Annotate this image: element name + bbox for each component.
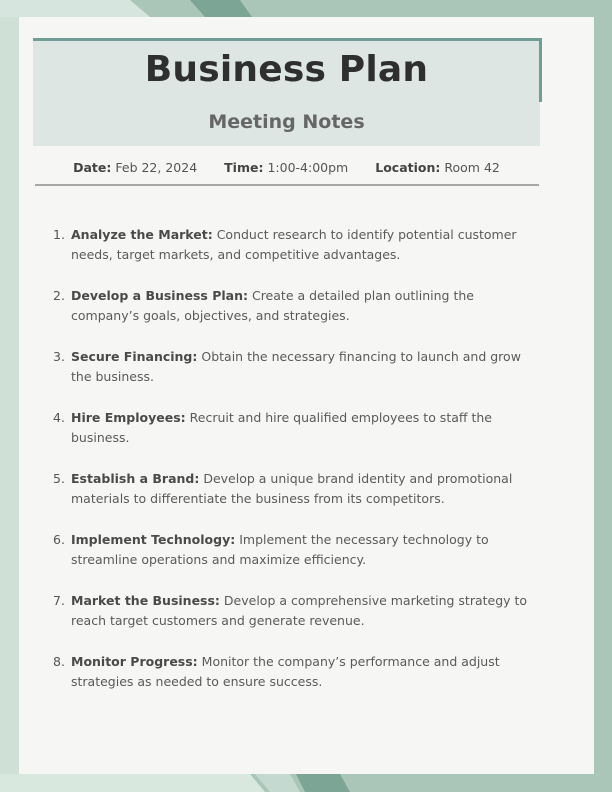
item-heading: Establish a Brand:	[71, 471, 200, 486]
item-number: 7.	[53, 593, 65, 608]
item-number: 2.	[53, 288, 65, 303]
meeting-meta	[35, 160, 538, 175]
item-heading: Hire Employees:	[71, 410, 186, 425]
list-item	[53, 286, 545, 326]
meta-date	[73, 160, 197, 175]
list-item	[53, 347, 545, 387]
item-text: Develop a unique brand identity and promotional materials to differentiate the business from its competitors.	[71, 471, 513, 506]
meta-time-label: Time:	[224, 160, 264, 175]
item-heading: Market the Business:	[71, 593, 220, 608]
item-number: 4.	[53, 410, 65, 425]
item-heading: Analyze the Market:	[71, 227, 213, 242]
item-text: Implement the necessary technology to streamline operations and maximize efficiency.	[71, 532, 489, 567]
item-number: 1.	[53, 227, 65, 242]
item-heading: Monitor Progress:	[71, 654, 198, 669]
meta-time-value: 1:00-4:00pm	[267, 160, 349, 175]
item-body	[71, 652, 545, 692]
item-text: Monitor the company’s performance and adjust strategies as needed to ensure success.	[71, 654, 500, 689]
item-body	[71, 469, 545, 509]
item-heading: Develop a Business Plan:	[71, 288, 248, 303]
item-heading: Secure Financing:	[71, 349, 198, 364]
item-number: 5.	[53, 471, 65, 486]
item-text: Create a detailed plan outlining the company’s goals, objectives, and strategies.	[71, 288, 474, 323]
item-body	[71, 225, 545, 265]
item-body	[71, 408, 545, 448]
item-number: 3.	[53, 349, 65, 364]
item-number: 8.	[53, 654, 65, 669]
item-body	[71, 591, 545, 631]
item-text: Obtain the necessary financing to launch and grow the business.	[71, 349, 521, 384]
list-item	[53, 469, 545, 509]
item-body	[71, 286, 545, 326]
item-text: Recruit and hire qualified employees to staff the business.	[71, 410, 492, 445]
document-title: Business Plan	[144, 49, 429, 90]
item-heading: Implement Technology:	[71, 532, 236, 547]
meta-location-value: Room 42	[444, 160, 500, 175]
item-text: Develop a comprehensive marketing strategy to reach target customers and generate revenue.	[71, 593, 528, 628]
item-text: Conduct research to identify potential customer needs, target markets, and competitive advantages.	[71, 227, 517, 262]
agenda-list	[53, 225, 545, 713]
meta-date-value: Feb 22, 2024	[115, 160, 198, 175]
item-body	[71, 530, 545, 570]
list-item	[53, 652, 545, 692]
document-subtitle: Meeting Notes	[208, 111, 365, 133]
meta-location-label: Location:	[375, 160, 441, 175]
list-item	[53, 225, 545, 265]
item-number: 6.	[53, 532, 65, 547]
meta-date-label: Date:	[73, 160, 112, 175]
meta-location	[375, 160, 500, 175]
list-item	[53, 591, 545, 631]
header-band	[33, 38, 540, 146]
meta-time	[224, 160, 348, 175]
divider	[35, 184, 539, 186]
list-item	[53, 530, 545, 570]
list-item	[53, 408, 545, 448]
item-body	[71, 347, 545, 387]
